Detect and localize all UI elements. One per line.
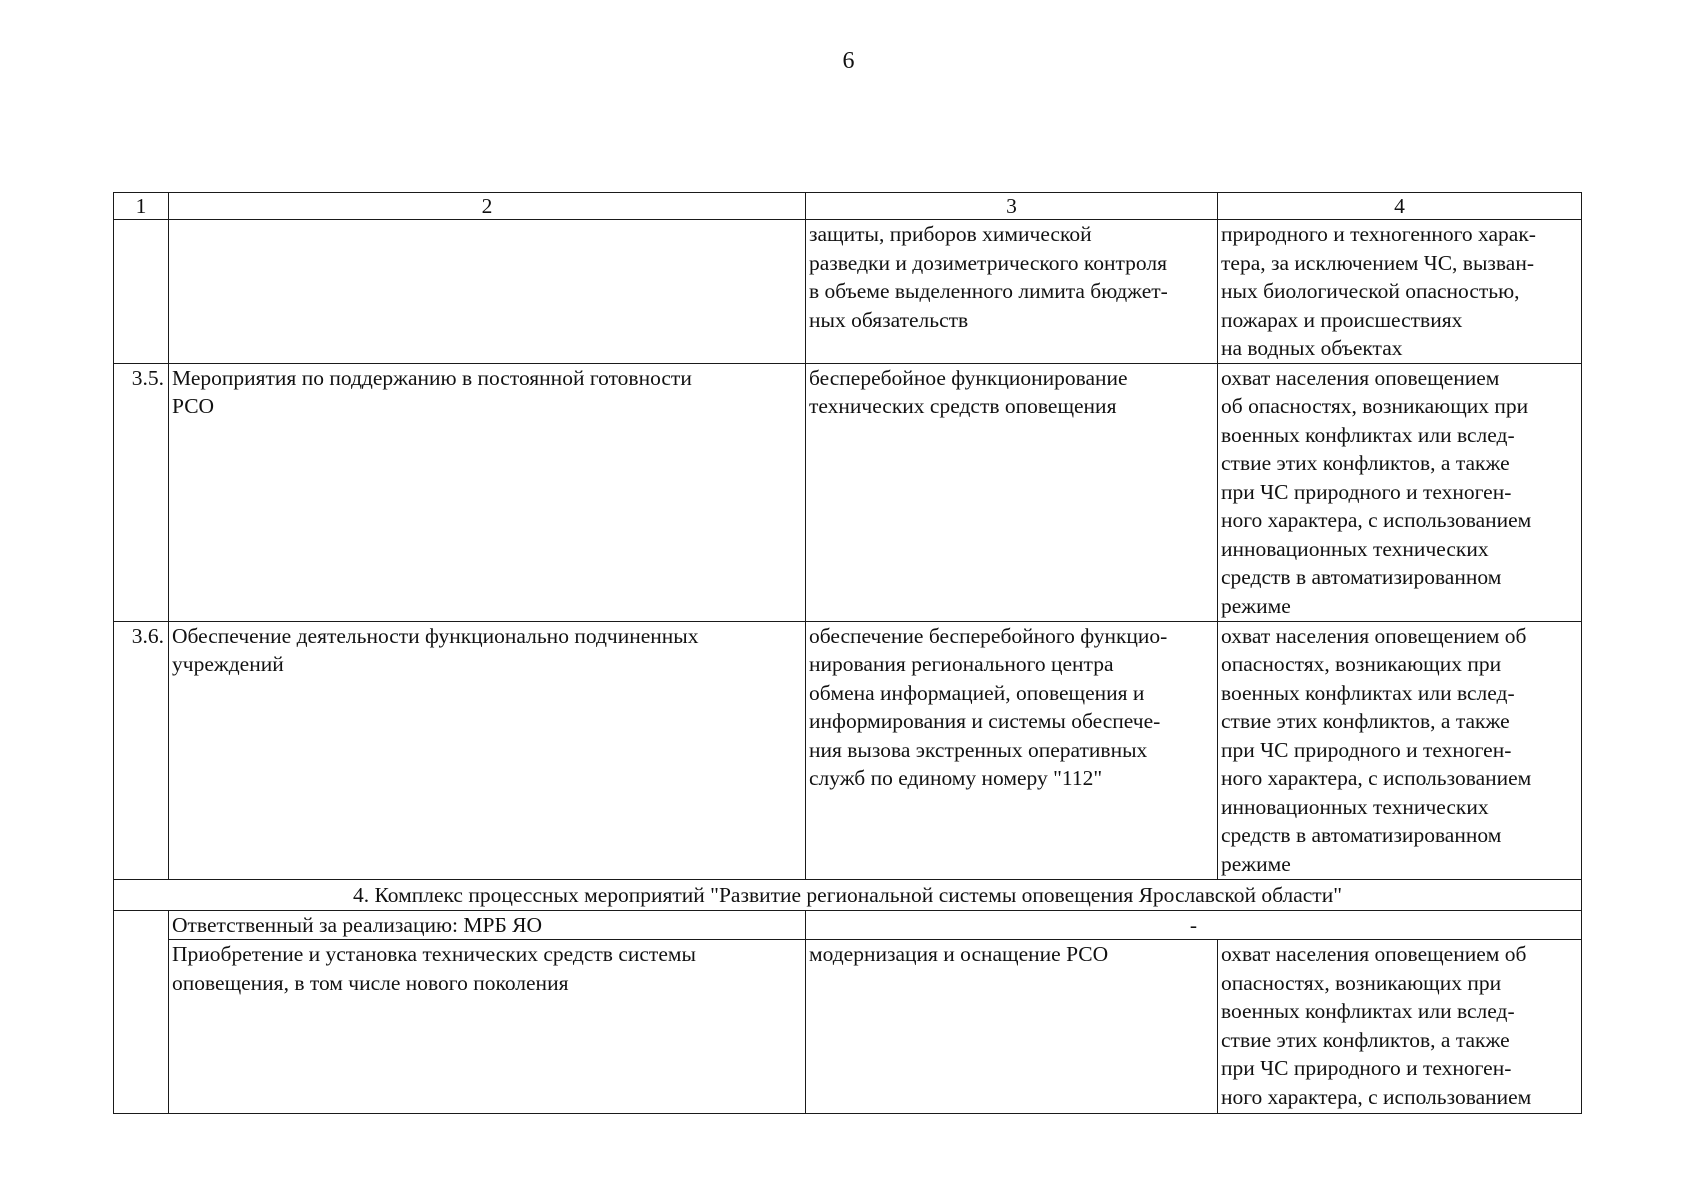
indicator-cell	[1218, 363, 1582, 621]
measure-name-line: РСО	[172, 394, 215, 418]
table-row	[114, 220, 1582, 364]
row-number: 3.5.	[114, 363, 169, 621]
result-line: служб по единому номеру "112"	[809, 766, 1103, 790]
row-number	[114, 910, 169, 1114]
indicator-line: природного и техногенного харак-	[1221, 222, 1536, 246]
section-title: 4. Комплекс процессных мероприятий "Развитие региональной системы оповещения Ярославской области"	[114, 879, 1582, 910]
row-number	[114, 220, 169, 364]
result-cell	[806, 220, 1218, 364]
measure-name-cell	[169, 363, 806, 621]
indicator-line: средств в автоматизированном	[1221, 565, 1502, 589]
measure-name-line: Мероприятия по поддержанию в постоянной готовности	[172, 365, 692, 390]
column-header: 4	[1218, 193, 1582, 220]
page-number: 6	[842, 48, 855, 74]
responsible-row	[114, 910, 1582, 940]
result-line: обмена информацией, оповещения и	[809, 680, 1145, 705]
result-line: обеспечение бесперебойного функцио-	[809, 623, 1168, 648]
indicator-line: при ЧС природного и техноген-	[1221, 1056, 1512, 1080]
indicator-line: тера, за исключением ЧС, вызван-	[1221, 250, 1534, 275]
column-header: 1	[114, 193, 169, 220]
indicator-line: военных конфликтах или вслед-	[1221, 422, 1515, 447]
measure-name-line: Обеспечение деятельности функционально подчиненных	[172, 623, 699, 648]
indicator-line: режиме	[1221, 593, 1291, 618]
indicator-line: ствие этих конфликтов, а также	[1221, 709, 1510, 733]
indicator-line: охват населения оповещением	[1221, 365, 1500, 390]
indicator-line: ного характера, с использованием	[1221, 766, 1532, 790]
indicator-line: пожарах и происшествиях	[1221, 307, 1463, 332]
result-line: технических средств оповещения	[809, 394, 1117, 418]
measure-name-cell	[169, 220, 806, 364]
indicator-line: на водных объектах	[1221, 336, 1403, 360]
result-cell	[806, 621, 1218, 879]
indicator-cell	[1218, 940, 1582, 1114]
column-header: 3	[806, 193, 1218, 220]
measures-table	[113, 192, 1582, 1114]
table-row	[114, 621, 1582, 879]
indicator-line: опасностях, возникающих при	[1221, 652, 1502, 676]
indicator-cell	[1218, 220, 1582, 364]
indicator-line: охват населения оповещением об	[1221, 942, 1527, 966]
measure-name-cell	[169, 940, 806, 1114]
result-line: защиты, приборов химической	[809, 222, 1092, 246]
indicator-line: об опасностях, возникающих при	[1221, 394, 1529, 418]
responsible-value: -	[806, 910, 1582, 940]
indicator-line: ствие этих конфликтов, а также	[1221, 451, 1510, 475]
table-row	[114, 940, 1582, 1114]
indicator-line: охват населения оповещением об	[1221, 623, 1527, 648]
indicator-line: ного характера, с использованием	[1221, 508, 1532, 532]
indicator-line: инновационных технических	[1221, 536, 1489, 561]
result-cell	[806, 940, 1218, 1114]
result-cell	[806, 363, 1218, 621]
table-row	[114, 363, 1582, 621]
indicator-line: режиме	[1221, 851, 1291, 876]
result-line: бесперебойное функционирование	[809, 365, 1128, 390]
indicator-line: при ЧС природного и техноген-	[1221, 479, 1512, 504]
column-header: 2	[169, 193, 806, 220]
responsible-label: Ответственный за реализацию: МРБ ЯО	[169, 910, 806, 940]
indicator-line: военных конфликтах или вслед-	[1221, 999, 1515, 1023]
result-line: ния вызова экстренных оперативных	[809, 737, 1148, 762]
indicator-cell	[1218, 621, 1582, 879]
result-line: нирования регионального центра	[809, 652, 1114, 676]
measure-name-line: оповещения, в том числе нового поколения	[172, 970, 569, 995]
row-number: 3.6.	[114, 621, 169, 879]
result-line: в объеме выделенного лимита бюджет-	[809, 279, 1168, 303]
indicator-line: средств в автоматизированном	[1221, 823, 1502, 847]
result-line: модернизация и оснащение РСО	[809, 942, 1109, 966]
indicator-line: ных биологической опасностью,	[1221, 279, 1520, 303]
indicator-line: инновационных технических	[1221, 794, 1489, 819]
measure-name-cell	[169, 621, 806, 879]
result-line: разведки и дозиметрического контроля	[809, 250, 1168, 275]
indicator-line: опасностях, возникающих при	[1221, 970, 1502, 995]
measure-name-line: Приобретение и установка технических средств системы	[172, 942, 696, 966]
indicator-line: ствие этих конфликтов, а также	[1221, 1027, 1510, 1052]
section-title-row	[114, 879, 1582, 910]
indicator-line: ного характера, с использованием	[1221, 1084, 1532, 1109]
indicator-line: при ЧС природного и техноген-	[1221, 737, 1512, 762]
measure-name-line: учреждений	[172, 652, 284, 676]
indicator-line: военных конфликтах или вслед-	[1221, 680, 1515, 705]
result-line: информирования и системы обеспече-	[809, 709, 1161, 733]
result-line: ных обязательств	[809, 307, 969, 332]
column-header-row	[114, 193, 1582, 220]
